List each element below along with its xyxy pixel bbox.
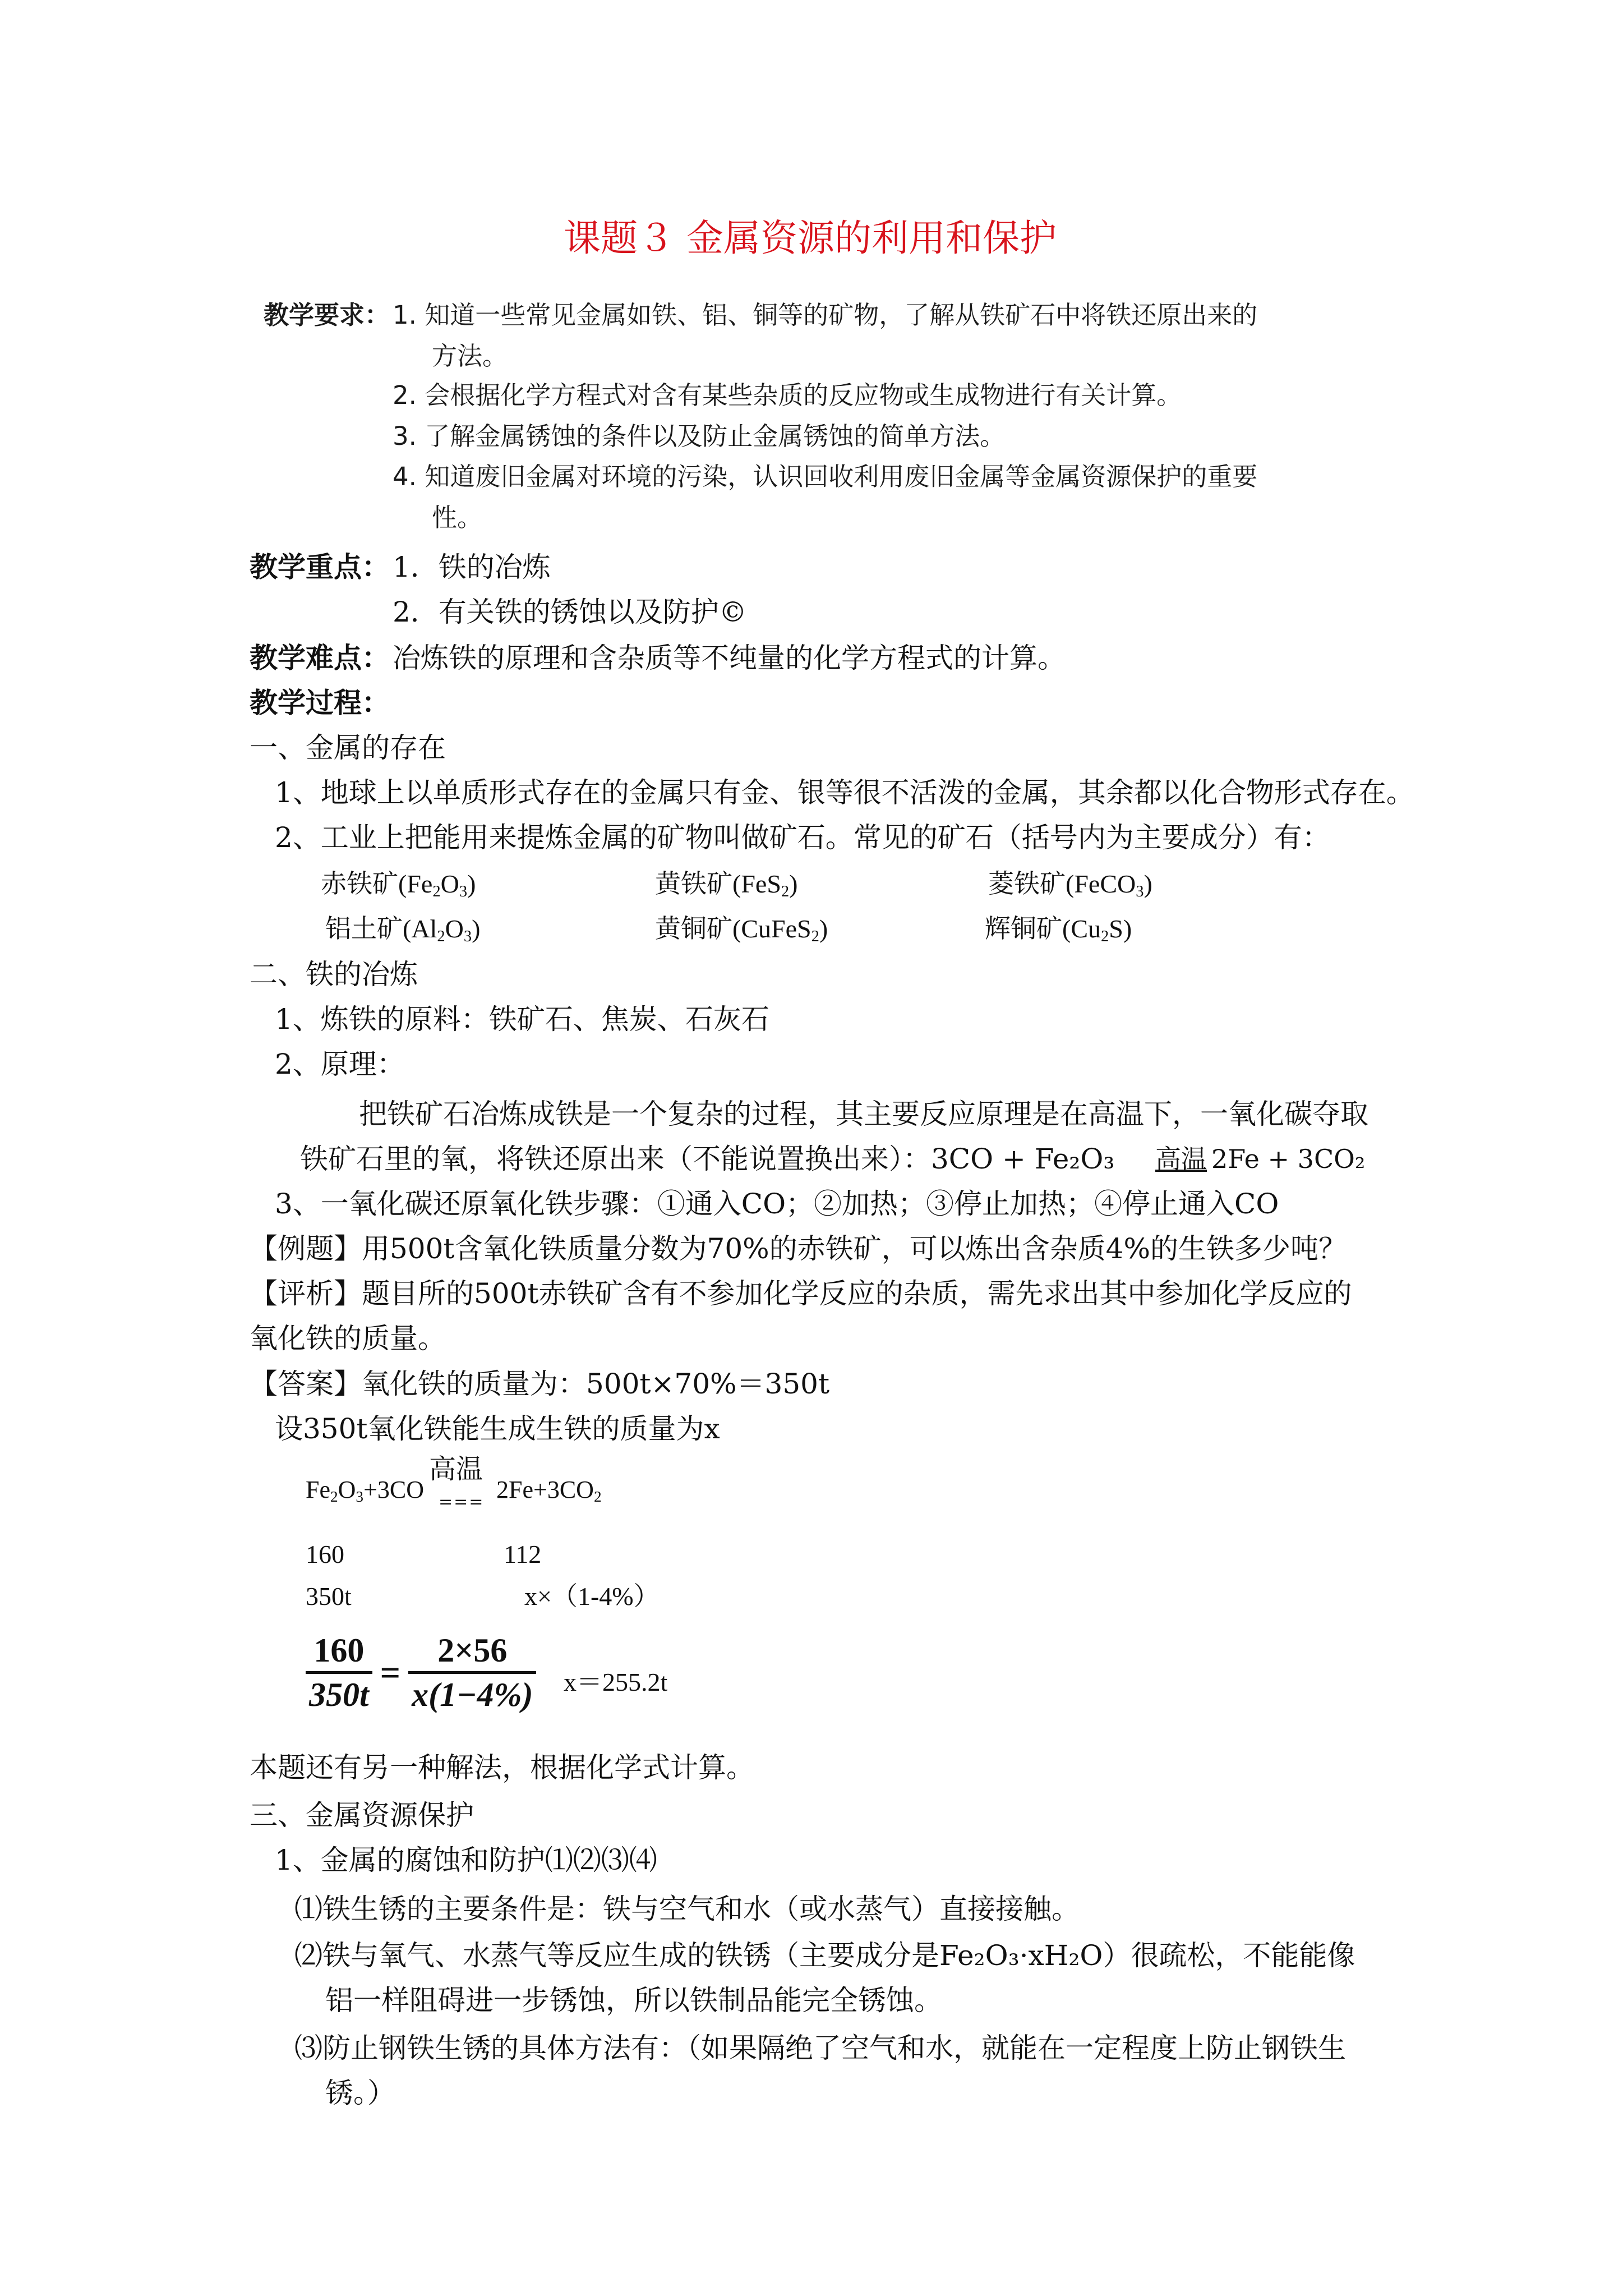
ore-huitong: 辉铜矿$(Cu_2S)$: [985, 914, 1132, 946]
difficulty-label: 教学难点：: [250, 641, 390, 674]
ore-huangtong: 黄铜矿(CuFeS$_2$): [655, 914, 828, 946]
section-2-principle-line-2: 铁矿石里的氧，将铁还原出来（不能说置换出来）：3CO + Fe₂O₃: [300, 1143, 1115, 1175]
requirement-item-3: 3. 了解金属锈蚀的条件以及防止金属锈蚀的简单方法。: [393, 421, 1006, 451]
section-2-para-2: 2、原理：: [275, 1048, 405, 1080]
section-1-para-2: 2、工业上把能用来提炼金属的矿物叫做矿石。常见的矿石（括号内为主要成分）有：: [275, 821, 1330, 854]
ore-lvtu: 铝土矿$(Al_2O_3)$: [325, 914, 481, 946]
section-2-para-1: 1、炼铁的原料：铁矿石、焦炭、石灰石: [275, 1003, 769, 1036]
requirement-item-4-cont: 性。: [432, 503, 483, 532]
corrosion-point-1: ⑴铁生锈的主要条件是：铁与空气和水（或水蒸气）直接接触。: [294, 1893, 1080, 1925]
requirement-item-4: 4. 知道废旧金属对环境的污染，认识回收利用废旧金属等金属资源保护的重要: [393, 462, 1258, 491]
process-label: 教学过程：: [250, 686, 390, 719]
fraction-1-denominator: 350t: [309, 1676, 369, 1713]
result: x＝255.2t: [564, 1668, 668, 1696]
equation-sign: ===: [439, 1492, 485, 1512]
analysis-line-1: 【评析】题目所的500t赤铁矿含有不参加化学反应的杂质，需先求出其中参加化学反应的: [250, 1277, 1352, 1310]
equation-right: $2Fe+3CO_2$: [496, 1476, 602, 1505]
corrosion-point-2-line-1: ⑵铁与氧气、水蒸气等反应生成的铁锈（主要成分是Fe₂O₃·xH₂O）很疏松，不能能像: [294, 1939, 1355, 1972]
answer-line: 【答案】氧化铁的质量为：500t×70%＝350t: [250, 1368, 830, 1400]
fraction-1-numerator: 160: [313, 1632, 365, 1669]
corrosion-point-2-line-2: 铝一样阻碍进一步锈蚀，所以铁制品能完全锈蚀。: [325, 1984, 942, 2017]
section-1-heading: 一、金属的存在: [250, 731, 446, 764]
requirements-label: 教学要求：: [264, 300, 390, 330]
ratio-left-2: 350t: [306, 1582, 352, 1611]
focus-label: 教学重点：: [250, 550, 390, 583]
page-title: 课题３ 金属资源的利用和保护: [564, 217, 1057, 260]
focus-item-1: 1．铁的冶炼: [393, 551, 551, 583]
equation-left: $Fe_2O_3+3CO$: [306, 1476, 424, 1505]
ore-chitie: 赤铁矿$(Fe_2O_3)$: [321, 869, 476, 901]
focus-item-2: 2．有关铁的锈蚀以及防护©: [393, 596, 747, 628]
example-question: 【例题】用500t含氧化铁质量分数为70%的赤铁矿，可以炼出含杂质4%的生铁多少吨？: [250, 1232, 1347, 1265]
section-2-para-4: 3、一氧化碳还原氧化铁步骤：①通入CO；②加热；③停止加热；④停止通入CO: [275, 1188, 1279, 1220]
fraction-equals: =: [380, 1652, 401, 1692]
ratio-right-1: 112: [504, 1540, 542, 1568]
requirement-item-1: 1. 知道一些常见金属如铁、铝、铜等的矿物，了解从铁矿石中将铁还原出来的: [393, 300, 1258, 330]
section-3-heading: 三、金属资源保护: [250, 1799, 474, 1832]
analysis-line-2: 氧化铁的质量。: [250, 1322, 446, 1355]
ratio-left-1: 160: [306, 1540, 344, 1568]
section-3-para-1: 1、金属的腐蚀和防护⑴⑵⑶⑷: [275, 1844, 657, 1876]
reaction-condition: 高温: [1155, 1144, 1207, 1174]
alternative-method: 本题还有另一种解法，根据化学式计算。: [250, 1751, 754, 1784]
corrosion-point-3-line-1: ⑶防止钢铁生锈的具体方法有：（如果隔绝了空气和水，就能在一定程度上防止钢铁生: [294, 2032, 1346, 2064]
reaction-products: 2Fe + 3CO₂: [1211, 1144, 1366, 1174]
ratio-right-2: x×（1-4%）: [524, 1582, 660, 1611]
let-statement: 设350t氧化铁能生成生铁的质量为x: [275, 1412, 720, 1445]
section-1-para-1: 1、地球上以单质形式存在的金属只有金、银等很不活泼的金属，其余都以化合物形式存在。: [275, 776, 1414, 809]
ore-lingtie: 菱铁矿(FeCO$_3$): [988, 869, 1152, 901]
ore-huangtie: 黄铁矿(FeS$_2$): [655, 869, 798, 901]
section-2-principle-line-1: 把铁矿石冶炼成铁是一个复杂的过程，其主要反应原理是在高温下，一氧化碳夺取: [359, 1098, 1368, 1130]
equation-condition: 高温: [429, 1453, 483, 1485]
requirement-item-1-cont: 方法。: [432, 341, 508, 371]
corrosion-point-3-line-2: 锈。）: [325, 2077, 395, 2109]
section-2-heading: 二、铁的冶炼: [250, 958, 418, 991]
fraction-2-denominator: x(1−4%): [412, 1676, 533, 1713]
fraction-2-numerator: 2×56: [437, 1632, 508, 1669]
difficulty-text: 冶炼铁的原理和含杂质等不纯量的化学方程式的计算。: [393, 642, 1066, 674]
requirement-item-2: 2. 会根据化学方程式对含有某些杂质的反应物或生成物进行有关计算。: [393, 380, 1182, 410]
fraction-equation: [306, 1630, 536, 1715]
